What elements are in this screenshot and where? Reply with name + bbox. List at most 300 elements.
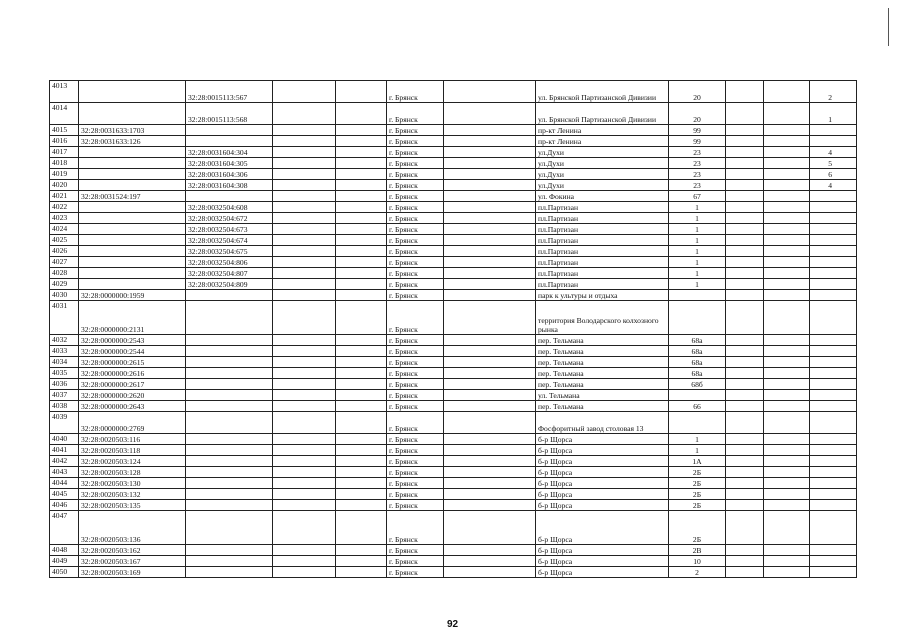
cell-flat (810, 511, 857, 545)
cell-empty (764, 81, 810, 103)
cell-city: г. Брянск (387, 379, 444, 390)
cell-number: 4015 (50, 125, 79, 136)
cell-house: 1 (669, 445, 726, 456)
cell-empty (336, 147, 387, 158)
table-row (50, 279, 857, 290)
cell-empty (273, 202, 336, 213)
cell-empty (726, 136, 764, 147)
cell-cadastral-land: 32:28:0020503:169 (79, 567, 186, 578)
cell-cadastral-land: 32:28:0000000:2617 (79, 379, 186, 390)
cell-empty (764, 158, 810, 169)
registry-table (49, 80, 857, 578)
cell-empty (726, 511, 764, 545)
cell-number: 4019 (50, 169, 79, 180)
cell-empty (273, 478, 336, 489)
cell-cadastral-object: 32:28:0032504:807 (186, 268, 273, 279)
cell-house: 2Б (669, 511, 726, 545)
table-row (50, 567, 857, 578)
cell-city: г. Брянск (387, 401, 444, 412)
cell-cadastral-object (186, 545, 273, 556)
cell-empty (764, 390, 810, 401)
cell-empty (336, 180, 387, 191)
cell-empty (273, 412, 336, 434)
cell-empty (764, 456, 810, 467)
table-row (50, 445, 857, 456)
cell-street: б-р Щорса (536, 478, 669, 489)
cell-cadastral-object: 32:28:0015113:567 (186, 81, 273, 103)
cell-flat (810, 390, 857, 401)
cell-empty (273, 346, 336, 357)
cell-city: г. Брянск (387, 478, 444, 489)
cell-empty (273, 467, 336, 478)
cell-empty (336, 224, 387, 235)
cell-empty (336, 556, 387, 567)
cell-street: ул. Брянской Партизанской Дивизии (536, 103, 669, 125)
cell-empty (764, 346, 810, 357)
cell-cadastral-object: 32:28:0031604:306 (186, 169, 273, 180)
cell-cadastral-land: 32:28:0020503:167 (79, 556, 186, 567)
cell-cadastral-land: 32:28:0020503:132 (79, 489, 186, 500)
table-row (50, 379, 857, 390)
cell-number: 4046 (50, 500, 79, 511)
cell-cadastral-object (186, 191, 273, 202)
cell-house: 23 (669, 158, 726, 169)
cell-empty (726, 368, 764, 379)
cell-city: г. Брянск (387, 456, 444, 467)
cell-empty (336, 103, 387, 125)
table-row (50, 456, 857, 467)
cell-empty (764, 567, 810, 578)
cell-number: 4029 (50, 279, 79, 290)
cell-cadastral-object: 32:28:0032504:675 (186, 246, 273, 257)
cell-cadastral-object (186, 379, 273, 390)
cell-flat (810, 136, 857, 147)
cell-number: 4026 (50, 246, 79, 257)
cell-flat (810, 290, 857, 301)
registry-body (50, 81, 857, 578)
cell-flat (810, 478, 857, 489)
cell-empty (273, 368, 336, 379)
table-row (50, 556, 857, 567)
cell-empty (726, 456, 764, 467)
cell-cadastral-land (79, 169, 186, 180)
cell-empty (336, 500, 387, 511)
cell-empty (336, 346, 387, 357)
cell-number: 4043 (50, 467, 79, 478)
cell-number: 4018 (50, 158, 79, 169)
cell-flat (810, 489, 857, 500)
cell-flat (810, 379, 857, 390)
cell-empty (273, 489, 336, 500)
cell-empty (726, 147, 764, 158)
cell-flat (810, 357, 857, 368)
cell-cadastral-land: 32:28:0000000:2616 (79, 368, 186, 379)
cell-street: пер. Тельмана (536, 335, 669, 346)
cell-cadastral-object (186, 301, 273, 335)
cell-empty (336, 368, 387, 379)
cell-empty (336, 290, 387, 301)
cell-house: 68а (669, 368, 726, 379)
cell-empty (273, 545, 336, 556)
cell-empty (444, 301, 536, 335)
cell-street: территория Володарского колхозного рынка (536, 301, 669, 335)
cell-house: 20 (669, 103, 726, 125)
cell-house: 2В (669, 545, 726, 556)
cell-empty (336, 379, 387, 390)
cell-empty (273, 567, 336, 578)
cell-empty (726, 445, 764, 456)
cell-empty (764, 379, 810, 390)
cell-city: г. Брянск (387, 158, 444, 169)
cell-street: б-р Щорса (536, 511, 669, 545)
cell-number: 4022 (50, 202, 79, 213)
cell-house (669, 301, 726, 335)
cell-number: 4048 (50, 545, 79, 556)
cell-house: 1 (669, 268, 726, 279)
cell-empty (764, 467, 810, 478)
cell-empty (444, 467, 536, 478)
cell-house: 68а (669, 335, 726, 346)
cell-empty (444, 489, 536, 500)
cell-cadastral-object (186, 357, 273, 368)
table-row (50, 335, 857, 346)
cell-empty (444, 478, 536, 489)
cell-city: г. Брянск (387, 136, 444, 147)
cell-empty (336, 125, 387, 136)
cell-empty (726, 103, 764, 125)
cell-empty (336, 246, 387, 257)
cell-empty (273, 103, 336, 125)
cell-cadastral-object: 32:28:0031604:308 (186, 180, 273, 191)
cell-empty (273, 301, 336, 335)
cell-number: 4044 (50, 478, 79, 489)
cell-empty (444, 268, 536, 279)
cell-cadastral-land: 32:28:0020503:128 (79, 467, 186, 478)
cell-street: ул.Духи (536, 169, 669, 180)
cell-empty (764, 169, 810, 180)
cell-house: 2Б (669, 500, 726, 511)
cell-house: 20 (669, 81, 726, 103)
cell-number: 4038 (50, 401, 79, 412)
cell-flat (810, 235, 857, 246)
cell-city: г. Брянск (387, 246, 444, 257)
cell-city: г. Брянск (387, 125, 444, 136)
cell-empty (444, 202, 536, 213)
cell-city: г. Брянск (387, 445, 444, 456)
cell-empty (726, 268, 764, 279)
cell-street: пл.Партизан (536, 213, 669, 224)
table-row (50, 545, 857, 556)
cell-empty (444, 434, 536, 445)
cell-house: 99 (669, 136, 726, 147)
table-row (50, 301, 857, 335)
cell-empty (444, 224, 536, 235)
cell-cadastral-object (186, 401, 273, 412)
cell-flat: 1 (810, 103, 857, 125)
cell-house: 1 (669, 279, 726, 290)
cell-number: 4037 (50, 390, 79, 401)
cell-cadastral-land (79, 246, 186, 257)
cell-empty (336, 279, 387, 290)
cell-empty (336, 257, 387, 268)
cell-street: ул.Духи (536, 158, 669, 169)
cell-number: 4016 (50, 136, 79, 147)
cell-cadastral-object (186, 335, 273, 346)
cell-empty (273, 357, 336, 368)
cell-number: 4025 (50, 235, 79, 246)
cell-empty (444, 390, 536, 401)
table-row (50, 357, 857, 368)
cell-number: 4024 (50, 224, 79, 235)
cell-empty (273, 257, 336, 268)
cell-number: 4040 (50, 434, 79, 445)
cell-cadastral-land (79, 180, 186, 191)
cell-street: пер. Тельмана (536, 401, 669, 412)
cell-house (669, 412, 726, 434)
cell-house: 1 (669, 246, 726, 257)
cell-empty (444, 368, 536, 379)
cell-flat (810, 545, 857, 556)
cell-number: 4042 (50, 456, 79, 467)
cell-cadastral-land (79, 81, 186, 103)
cell-empty (273, 279, 336, 290)
cell-street: пер. Тельмана (536, 357, 669, 368)
cell-house: 1 (669, 434, 726, 445)
cell-empty (764, 556, 810, 567)
cell-flat (810, 257, 857, 268)
cell-flat (810, 224, 857, 235)
cell-city: г. Брянск (387, 390, 444, 401)
table-row (50, 390, 857, 401)
cell-house: 2Б (669, 489, 726, 500)
cell-flat (810, 500, 857, 511)
cell-cadastral-object: 32:28:0015113:568 (186, 103, 273, 125)
cell-flat: 4 (810, 147, 857, 158)
cell-empty (444, 290, 536, 301)
table-row (50, 489, 857, 500)
cell-house (669, 290, 726, 301)
cell-empty (726, 412, 764, 434)
cell-cadastral-object (186, 489, 273, 500)
table-row (50, 158, 857, 169)
cell-street: ул.Духи (536, 147, 669, 158)
cell-empty (726, 401, 764, 412)
cell-number: 4014 (50, 103, 79, 125)
cell-empty (444, 213, 536, 224)
cell-empty (444, 357, 536, 368)
cell-flat (810, 268, 857, 279)
cell-empty (273, 434, 336, 445)
registry-sheet (49, 80, 857, 578)
cell-house: 99 (669, 125, 726, 136)
cell-flat (810, 191, 857, 202)
cell-number: 4045 (50, 489, 79, 500)
cell-house: 1 (669, 257, 726, 268)
cell-empty (764, 500, 810, 511)
cell-empty (444, 412, 536, 434)
cell-city: г. Брянск (387, 213, 444, 224)
cell-city: г. Брянск (387, 169, 444, 180)
cell-empty (336, 456, 387, 467)
cell-empty (764, 445, 810, 456)
cell-flat (810, 567, 857, 578)
cell-house: 68б (669, 379, 726, 390)
cell-cadastral-land: 32:28:0020503:162 (79, 545, 186, 556)
cell-cadastral-object: 32:28:0032504:672 (186, 213, 273, 224)
cell-city: г. Брянск (387, 412, 444, 434)
cell-street: б-р Щорса (536, 556, 669, 567)
cell-empty (444, 456, 536, 467)
cell-city: г. Брянск (387, 511, 444, 545)
cell-city: г. Брянск (387, 191, 444, 202)
cell-empty (336, 390, 387, 401)
cell-empty (444, 556, 536, 567)
table-row (50, 180, 857, 191)
cell-empty (764, 235, 810, 246)
cell-cadastral-land: 32:28:0031633:126 (79, 136, 186, 147)
cell-empty (764, 511, 810, 545)
cell-cadastral-object: 32:28:0032504:809 (186, 279, 273, 290)
cell-house: 2 (669, 567, 726, 578)
cell-flat (810, 401, 857, 412)
cell-empty (273, 456, 336, 467)
cell-empty (444, 279, 536, 290)
cell-number: 4020 (50, 180, 79, 191)
cell-city: г. Брянск (387, 202, 444, 213)
cell-empty (273, 246, 336, 257)
table-row (50, 125, 857, 136)
cell-flat (810, 412, 857, 434)
cell-house: 68а (669, 346, 726, 357)
cell-house: 1 (669, 202, 726, 213)
cell-empty (764, 246, 810, 257)
cell-empty (444, 169, 536, 180)
cell-city: г. Брянск (387, 290, 444, 301)
cell-number: 4033 (50, 346, 79, 357)
cell-house: 66 (669, 401, 726, 412)
cell-empty (336, 357, 387, 368)
table-row (50, 368, 857, 379)
table-row (50, 500, 857, 511)
cell-empty (726, 224, 764, 235)
cell-cadastral-object (186, 500, 273, 511)
cell-cadastral-object (186, 556, 273, 567)
cell-empty (764, 202, 810, 213)
cell-number: 4034 (50, 357, 79, 368)
cell-empty (764, 290, 810, 301)
cell-flat (810, 368, 857, 379)
cell-city: г. Брянск (387, 556, 444, 567)
cell-empty (764, 401, 810, 412)
cell-cadastral-object (186, 136, 273, 147)
cell-house: 23 (669, 169, 726, 180)
cell-street: пл.Партизан (536, 257, 669, 268)
cell-cadastral-object (186, 346, 273, 357)
cell-city: г. Брянск (387, 279, 444, 290)
cell-empty (336, 235, 387, 246)
cell-house: 23 (669, 147, 726, 158)
cell-house: 1 (669, 213, 726, 224)
cell-empty (444, 335, 536, 346)
cell-empty (444, 379, 536, 390)
cell-street: б-р Щорса (536, 434, 669, 445)
cell-flat (810, 246, 857, 257)
cell-flat (810, 301, 857, 335)
cell-empty (444, 246, 536, 257)
cell-empty (273, 213, 336, 224)
cell-street: пер. Тельмана (536, 346, 669, 357)
table-row (50, 511, 857, 545)
cell-street: пер. Тельмана (536, 379, 669, 390)
cell-number: 4047 (50, 511, 79, 545)
cell-flat (810, 445, 857, 456)
cell-empty (764, 147, 810, 158)
table-row (50, 412, 857, 434)
cell-empty (726, 213, 764, 224)
cell-empty (726, 335, 764, 346)
cell-empty (764, 257, 810, 268)
cell-empty (444, 445, 536, 456)
cell-empty (764, 279, 810, 290)
cell-empty (444, 500, 536, 511)
cell-city: г. Брянск (387, 268, 444, 279)
cell-empty (336, 401, 387, 412)
cell-city: г. Брянск (387, 500, 444, 511)
cell-street: ул. Брянской Партизанской Дивизии (536, 81, 669, 103)
cell-street: парк к ультуры и отдыха (536, 290, 669, 301)
cell-empty (764, 434, 810, 445)
cell-cadastral-land: 32:28:0020503:124 (79, 456, 186, 467)
cell-empty (444, 567, 536, 578)
cell-empty (764, 489, 810, 500)
table-row (50, 202, 857, 213)
cell-empty (726, 81, 764, 103)
cell-empty (764, 368, 810, 379)
cell-empty (273, 401, 336, 412)
cell-house: 2Б (669, 478, 726, 489)
cell-city: г. Брянск (387, 357, 444, 368)
cell-flat (810, 346, 857, 357)
cell-empty (444, 81, 536, 103)
cell-empty (726, 489, 764, 500)
cell-empty (336, 81, 387, 103)
cell-number: 4031 (50, 301, 79, 335)
cell-empty (444, 136, 536, 147)
cell-empty (764, 136, 810, 147)
cell-street: пр-кт Ленина (536, 136, 669, 147)
table-row (50, 434, 857, 445)
cell-empty (273, 224, 336, 235)
cell-empty (726, 545, 764, 556)
cell-empty (273, 158, 336, 169)
table-row (50, 147, 857, 158)
cell-empty (444, 511, 536, 545)
cell-empty (336, 191, 387, 202)
cell-empty (444, 257, 536, 268)
cell-city: г. Брянск (387, 368, 444, 379)
cell-street: б-р Щорса (536, 456, 669, 467)
cell-empty (764, 125, 810, 136)
cell-cadastral-object (186, 511, 273, 545)
cell-empty (764, 224, 810, 235)
cell-empty (336, 301, 387, 335)
cell-cadastral-land: 32:28:0000000:2643 (79, 401, 186, 412)
cell-cadastral-land: 32:28:0031524:197 (79, 191, 186, 202)
cell-cadastral-land: 32:28:0020503:116 (79, 434, 186, 445)
cell-street: ул. Тельмана (536, 390, 669, 401)
cell-empty (726, 125, 764, 136)
cell-flat (810, 202, 857, 213)
